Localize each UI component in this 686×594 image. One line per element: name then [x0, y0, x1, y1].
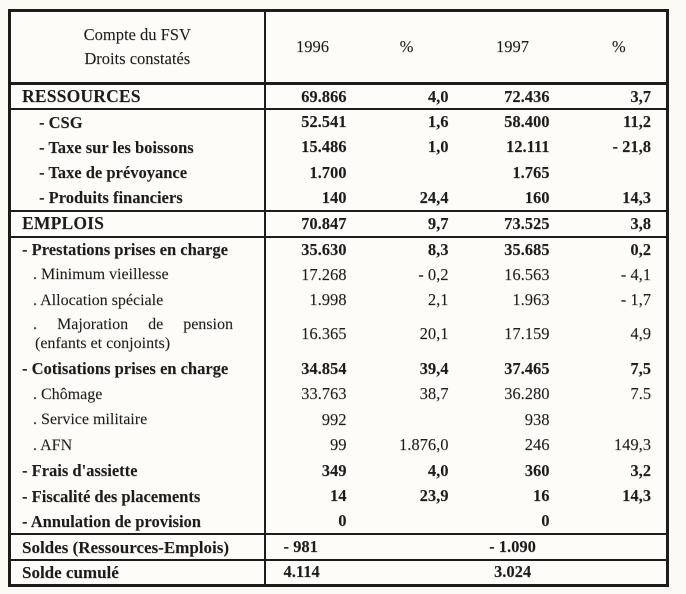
cell-pct-1997: 7.5	[630, 384, 651, 404]
cell-value-1997: 16.563	[504, 264, 550, 284]
table-row	[10, 186, 668, 212]
row-label: . Chômage	[10, 381, 265, 407]
row-label: . Service militaire	[10, 407, 265, 433]
cell-pct-1996: 4,0	[427, 86, 449, 106]
cell-pct-1996: 38,7	[419, 384, 449, 404]
cell-pct-1997: - 21,8	[612, 137, 651, 157]
cell-value-1996: 99	[330, 435, 347, 455]
cell-pct-1996: 9,7	[360, 211, 454, 237]
cell-pct-1997: 0,2	[572, 237, 668, 263]
row-label: Solde cumulé	[10, 560, 265, 586]
cell-value-1997: 1.765	[512, 162, 550, 182]
row-label: - Cotisations prises en charge	[10, 356, 265, 382]
fsv-account-table	[8, 9, 669, 587]
row-label: - Produits financiers	[10, 186, 265, 212]
cell-pct-1997: 14,3	[622, 187, 651, 207]
row-label: . Majoration de pension (enfants et conjoints)	[10, 313, 265, 356]
cell-pct-1996: 20,1	[419, 324, 449, 344]
cell-value-1996: 34.854	[301, 358, 347, 378]
cell-value-1997: 938	[524, 409, 550, 429]
table-row	[10, 407, 668, 433]
cell-pct-1997: 7,5	[630, 358, 651, 378]
cell-value-1997: 360	[524, 460, 550, 480]
cell-pct-1997: 149,3	[613, 435, 651, 455]
cell-pct-1997	[572, 407, 668, 433]
cell-value-1996: 15.486	[301, 137, 347, 157]
cell-value-1997: 16	[533, 486, 550, 506]
table-row	[10, 135, 668, 161]
table-title	[10, 11, 265, 84]
cell-value-1996: 52.541	[265, 109, 360, 135]
cell-pct-1997	[572, 509, 668, 535]
header-row	[10, 11, 668, 84]
cell-pct-1996: 8,3	[360, 237, 454, 263]
cell-value-1997: 160	[524, 187, 550, 207]
table-row	[10, 313, 668, 356]
cell-pct-1997	[572, 560, 668, 586]
row-label: - Taxe de prévoyance	[10, 160, 265, 186]
table-row	[10, 534, 668, 560]
row-label: Soldes (Ressources-Emplois)	[10, 534, 265, 560]
col-header-pct-1996: %	[360, 11, 454, 84]
cell-pct-1996: 1.876,0	[399, 435, 449, 455]
cell-pct-1997	[572, 534, 668, 560]
row-label: . AFN	[10, 432, 265, 458]
row-label: . Allocation spéciale	[10, 288, 265, 314]
cell-value-1996: 17.268	[301, 264, 347, 284]
cell-value-1997: 35.685	[454, 237, 572, 263]
cell-value-1997: 58.400	[454, 109, 572, 135]
cell-value-1997: 1.963	[512, 290, 550, 310]
cell-pct-1996: - 0,2	[418, 264, 449, 284]
cell-pct-1997	[572, 160, 668, 186]
table-row	[10, 432, 668, 458]
cell-value-1996: 35.630	[265, 237, 360, 263]
cell-value-1997: 73.525	[454, 211, 572, 237]
cell-pct-1996: 24,4	[419, 187, 449, 207]
col-header-1997: 1997	[454, 11, 572, 84]
cell-pct-1996: 39,4	[419, 358, 449, 378]
cell-value-1996: 70.847	[265, 211, 360, 237]
cell-pct-1996	[360, 534, 454, 560]
cell-value-1997: 17.159	[504, 324, 550, 344]
cell-value-1996: 1.998	[309, 290, 347, 310]
cell-pct-1997: 4,9	[630, 324, 651, 344]
cell-pct-1996: 4,0	[427, 460, 449, 480]
cell-pct-1996: 23,9	[419, 486, 449, 506]
table-row	[10, 381, 668, 407]
cell-pct-1997: 11,2	[572, 109, 668, 135]
cell-value-1997: 246	[524, 435, 550, 455]
row-label: - Taxe sur les boissons	[10, 135, 265, 161]
col-header-pct-1997: %	[572, 11, 668, 84]
cell-pct-1997: - 4,1	[620, 264, 651, 284]
row-label: - Fiscalité des placements	[10, 483, 265, 509]
row-label: RESSOURCES	[10, 84, 265, 110]
cell-pct-1996	[360, 407, 454, 433]
cell-value-1996: 14	[330, 486, 347, 506]
table-row	[10, 509, 668, 535]
cell-value-1996: 992	[321, 409, 347, 429]
cell-value-1996: - 981	[265, 534, 360, 560]
cell-value-1997: 3.024	[454, 560, 572, 586]
cell-value-1997: 36.280	[504, 384, 550, 404]
table-title-line2: Droits constatés	[84, 49, 191, 68]
cell-value-1996: 349	[321, 460, 347, 480]
cell-pct-1997: - 1,7	[620, 290, 651, 310]
cell-value-1997: 0	[541, 511, 550, 531]
table-row	[10, 288, 668, 314]
row-label: - Frais d'assiette	[10, 458, 265, 484]
table-row	[10, 560, 668, 586]
cell-value-1997: 12.111	[505, 137, 550, 157]
cell-pct-1996: 2,1	[427, 290, 449, 310]
row-label: - Prestations prises en charge	[10, 237, 265, 263]
cell-pct-1996	[360, 509, 454, 535]
table-row	[10, 237, 668, 263]
cell-value-1997: 37.465	[504, 358, 550, 378]
table-row	[10, 160, 668, 186]
cell-value-1997: - 1.090	[454, 534, 572, 560]
cell-value-1996: 16.365	[301, 324, 347, 344]
cell-pct-1996: 1,0	[427, 137, 449, 157]
cell-value-1996: 1.700	[309, 162, 347, 182]
cell-pct-1996	[360, 160, 454, 186]
table-row	[10, 356, 668, 382]
cell-pct-1996: 1,6	[360, 109, 454, 135]
cell-value-1996: 140	[321, 187, 347, 207]
row-label: - CSG	[10, 109, 265, 135]
cell-pct-1997: 3,2	[630, 460, 651, 480]
row-label: - Annulation de provision	[10, 509, 265, 535]
table-row	[10, 458, 668, 484]
table-row	[10, 211, 668, 237]
cell-value-1996: 69.866	[301, 86, 347, 106]
cell-pct-1997: 14,3	[622, 486, 651, 506]
cell-value-1996: 0	[338, 511, 347, 531]
table-row	[10, 84, 668, 110]
row-label: EMPLOIS	[10, 211, 265, 237]
cell-pct-1997: 3,8	[572, 211, 668, 237]
cell-value-1996: 4.114	[265, 560, 360, 586]
cell-pct-1997: 3,7	[630, 86, 651, 106]
table-row	[10, 483, 668, 509]
col-header-1996: 1996	[265, 11, 360, 84]
row-label: . Minimum vieillesse	[10, 262, 265, 288]
cell-pct-1996	[360, 560, 454, 586]
table-title-line1: Compte du FSV	[83, 25, 191, 44]
table-body	[10, 84, 668, 586]
cell-value-1996: 33.763	[301, 384, 347, 404]
table-row	[10, 262, 668, 288]
table-row	[10, 109, 668, 135]
cell-value-1997: 72.436	[504, 86, 550, 106]
